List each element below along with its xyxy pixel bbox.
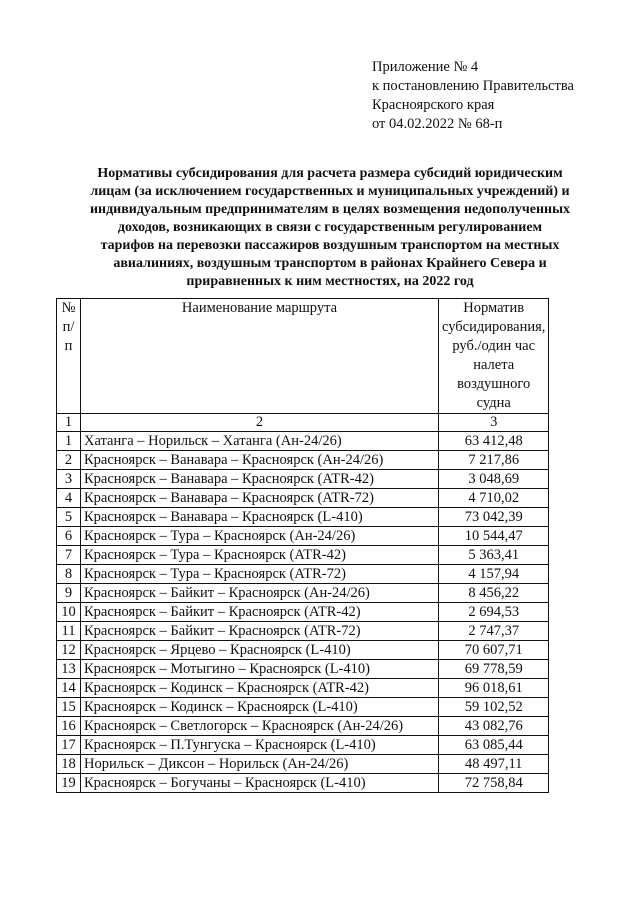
column-index: 2 bbox=[81, 414, 439, 432]
table-row bbox=[57, 736, 549, 755]
norm-value: 63 085,44 bbox=[439, 736, 549, 755]
row-number: 3 bbox=[57, 470, 81, 489]
table-row bbox=[57, 508, 549, 527]
title-line: доходов, возникающих в связи с государственным регулированием bbox=[117, 220, 543, 235]
norm-value: 69 778,59 bbox=[439, 660, 549, 679]
row-number: 11 bbox=[57, 622, 81, 641]
route-name: Красноярск – Байкит – Красноярск (Ан-24/26) bbox=[81, 584, 439, 603]
appendix-line: к постановлению Правительства bbox=[372, 78, 574, 94]
norm-value: 59 102,52 bbox=[439, 698, 549, 717]
column-index: 3 bbox=[439, 414, 549, 432]
table-row bbox=[57, 546, 549, 565]
norm-value: 63 412,48 bbox=[439, 432, 549, 451]
route-name: Красноярск – Ванавара – Красноярск (ATR-42) bbox=[81, 470, 439, 489]
table-row bbox=[57, 603, 549, 622]
title-line: приравненных к ним местностях, на 2022 год bbox=[186, 274, 474, 289]
row-number: 2 bbox=[57, 451, 81, 470]
table-row bbox=[57, 622, 549, 641]
norm-value: 72 758,84 bbox=[439, 774, 549, 793]
title-line: авиалиниях, воздушным транспортом в районах Крайнего Севера и bbox=[113, 256, 547, 271]
norm-value: 2 694,53 bbox=[439, 603, 549, 622]
row-number: 8 bbox=[57, 565, 81, 584]
table-row bbox=[57, 451, 549, 470]
norm-value: 48 497,11 bbox=[439, 755, 549, 774]
row-number: 10 bbox=[57, 603, 81, 622]
table-row bbox=[57, 717, 549, 736]
header-norm-value: Норматив субсидирования, руб./один час налета воздушного судна bbox=[439, 299, 549, 414]
row-number: 6 bbox=[57, 527, 81, 546]
table-row bbox=[57, 641, 549, 660]
route-name: Хатанга – Норильск – Хатанга (Ан-24/26) bbox=[81, 432, 439, 451]
table-row bbox=[57, 432, 549, 451]
route-name: Красноярск – Ярцево – Красноярск (L-410) bbox=[81, 641, 439, 660]
row-number: 18 bbox=[57, 755, 81, 774]
table-row bbox=[57, 698, 549, 717]
norm-value: 4 157,94 bbox=[439, 565, 549, 584]
row-number: 5 bbox=[57, 508, 81, 527]
norm-value: 5 363,41 bbox=[439, 546, 549, 565]
table-row bbox=[57, 470, 549, 489]
row-number: 17 bbox=[57, 736, 81, 755]
row-number: 13 bbox=[57, 660, 81, 679]
table-row bbox=[57, 774, 549, 793]
route-name: Норильск – Диксон – Норильск (Ан-24/26) bbox=[81, 755, 439, 774]
title-line: индивидуальным предпринимателям в целях возмещения недополученных bbox=[89, 202, 571, 217]
table-row bbox=[57, 660, 549, 679]
appendix-line: Красноярского края bbox=[372, 97, 495, 113]
table-header-row bbox=[57, 299, 549, 414]
title-line: тарифов на перевозки пассажиров воздушным транспортом на местных bbox=[100, 238, 560, 253]
title-line: Нормативы субсидирования для расчета размера субсидий юридическим bbox=[97, 166, 563, 181]
row-number: 9 bbox=[57, 584, 81, 603]
route-name: Красноярск – Кодинск – Красноярск (L-410) bbox=[81, 698, 439, 717]
norm-value: 3 048,69 bbox=[439, 470, 549, 489]
row-number: 15 bbox=[57, 698, 81, 717]
route-name: Красноярск – Тура – Красноярск (ATR-72) bbox=[81, 565, 439, 584]
table-column-index-row bbox=[57, 414, 549, 432]
norm-value: 73 042,39 bbox=[439, 508, 549, 527]
norm-value: 10 544,47 bbox=[439, 527, 549, 546]
route-name: Красноярск – Тура – Красноярск (ATR-42) bbox=[81, 546, 439, 565]
appendix-line: Приложение № 4 bbox=[372, 59, 479, 75]
route-name: Красноярск – Светлогорск – Красноярск (Ан-24/26) bbox=[81, 717, 439, 736]
norm-value: 2 747,37 bbox=[439, 622, 549, 641]
route-name: Красноярск – Тура – Красноярск (Ан-24/26) bbox=[81, 527, 439, 546]
norm-value: 7 217,86 bbox=[439, 451, 549, 470]
route-name: Красноярск – П.Тунгуска – Красноярск (L-410) bbox=[81, 736, 439, 755]
route-name: Красноярск – Ванавара – Красноярск (Ан-24/26) bbox=[81, 451, 439, 470]
table-body bbox=[57, 432, 549, 793]
title-line: лицам (за исключением государственных и муниципальных учреждений) и bbox=[90, 184, 570, 199]
table-row bbox=[57, 527, 549, 546]
norm-value: 4 710,02 bbox=[439, 489, 549, 508]
row-number: 16 bbox=[57, 717, 81, 736]
route-name: Красноярск – Байкит – Красноярск (ATR-72) bbox=[81, 622, 439, 641]
header-number: № п/п bbox=[57, 299, 81, 414]
table-row bbox=[57, 489, 549, 508]
norm-value: 96 018,61 bbox=[439, 679, 549, 698]
appendix-line: от 04.02.2022 № 68-п bbox=[372, 116, 503, 132]
row-number: 1 bbox=[57, 432, 81, 451]
row-number: 4 bbox=[57, 489, 81, 508]
table-row bbox=[57, 755, 549, 774]
document-title bbox=[50, 165, 610, 291]
norm-value: 43 082,76 bbox=[439, 717, 549, 736]
subsidy-norms-table bbox=[56, 298, 549, 793]
table-row bbox=[57, 565, 549, 584]
route-name: Красноярск – Кодинск – Красноярск (ATR-42) bbox=[81, 679, 439, 698]
table-row bbox=[57, 584, 549, 603]
route-name: Красноярск – Мотыгино – Красноярск (L-410) bbox=[81, 660, 439, 679]
route-name: Красноярск – Байкит – Красноярск (ATR-42) bbox=[81, 603, 439, 622]
route-name: Красноярск – Ванавара – Красноярск (ATR-72) bbox=[81, 489, 439, 508]
norm-value: 70 607,71 bbox=[439, 641, 549, 660]
row-number: 7 bbox=[57, 546, 81, 565]
row-number: 19 bbox=[57, 774, 81, 793]
route-name: Красноярск – Ванавара – Красноярск (L-410) bbox=[81, 508, 439, 527]
table-row bbox=[57, 679, 549, 698]
route-name: Красноярск – Богучаны – Красноярск (L-410) bbox=[81, 774, 439, 793]
header-route-name: Наименование маршрута bbox=[81, 299, 439, 414]
row-number: 14 bbox=[57, 679, 81, 698]
norm-value: 8 456,22 bbox=[439, 584, 549, 603]
column-index: 1 bbox=[57, 414, 81, 432]
appendix-block bbox=[372, 58, 574, 134]
row-number: 12 bbox=[57, 641, 81, 660]
